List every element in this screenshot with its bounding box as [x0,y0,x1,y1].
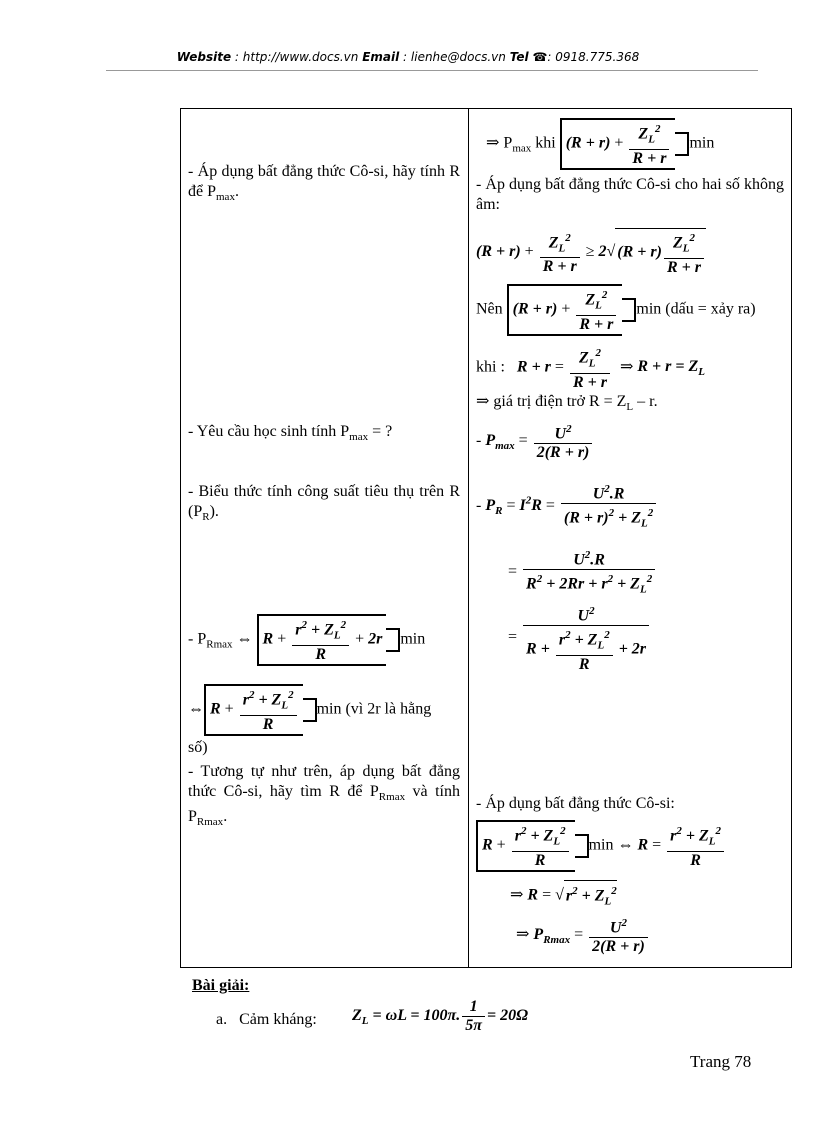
table-column-divider [468,108,469,968]
right-r12-formula: ⇒ R = √ $r^2 + Z_L^2$ [510,880,617,912]
right-r6: ⇒ giá trị điện trở $R = Z_L - r$. [476,393,658,414]
left-q1: - Áp dụng bất đẳng thức Cô-si, hãy tính R để $P_{max}$. [188,163,460,204]
tel-label: Tel [509,50,529,64]
right-r2: - Áp dụng bất đẳng thức Cô-si cho hai số không âm: [476,176,784,213]
left-q5-line2: số) [188,739,208,756]
website-value: : http://www.docs.vn [234,50,359,64]
right-r4: Nên (R + r) + $\frac{Z_L^2}{R + r}$ min (dấu = xảy ra) [476,284,756,336]
page-number: Trang 78 [690,1052,752,1071]
phone-icon: ☎ [532,50,548,64]
left-q3: - Biểu thức tính công suất tiêu thụ trên R $(P_R)$. [188,483,460,524]
solution-item-a: a. Cảm kháng: [216,1011,317,1028]
right-r5: khi : R + r = $\frac{Z_L^2}{R + r}$ ⇒ $R + r = Z_L$ [476,347,705,391]
header-rule [106,70,758,71]
solution-title: Bài giải: [192,977,250,994]
tel-value: : 0918.775.368 [547,50,640,64]
left-q5: ⇔ R + $\frac{r^2 + Z_L^2}{R}$ min (vì 2r là hằng [188,684,431,736]
left-q2: - Yêu cầu học sinh tính $P_{max}$ = ? [188,423,393,444]
website-label: Website [176,50,232,64]
left-q6: - Tương tự như trên, áp dụng bất đẳng thức Cô-si, hãy tìm R để $P_{Rmax}$ và tính $P_{Rmax}$. [188,763,460,829]
page-header [0,50,816,64]
right-r13-formula: ⇒ $P_{Rmax}$ = $\frac{U^2}{2(R + r)}$ [516,914,650,956]
right-r11-formula: R + $\frac{r^2 + Z_L^2}{R}$ min ⇔ R = $\frac{r^2 + Z_L^2}{R}$ [476,820,726,872]
right-r1: ⇒ $P_{max}$ khi (R + r) + $\frac{Z_L^2}{R + r}$ min [486,118,714,170]
solution-formula: $Z_L = \omega L = 100\pi$. $\frac{1}{5\pi}$ = 20Ω [352,998,529,1034]
right-r7-formula: - $P_{max}$ = $\frac{U^2}{2(R + r)}$ [476,420,594,462]
right-r9b-formula: = $U^2$ R + $\frac{r^2 + Z_L^2}{R}$ + 2r [508,602,651,674]
right-r9-formula: = $\frac{U^2.R}{R^2 + 2Rr + r^2 + Z_L^2}$ [508,546,657,599]
email-label: Email [362,50,400,64]
email-value: : lienhe@docs.vn [403,50,506,64]
right-r10: - Áp dụng bất đẳng thức Cô-si: [476,795,675,812]
right-r8-formula: - $P_R = I^2R$ = $\frac{U^2.R}{(R + r)^2 + Z_L^2}$ [476,480,658,533]
right-r3-formula: (R + r) + $\frac{Z_L^2}{R + r}$ ≥ 2√ (R + r) $\frac{Z_L^2}{R + r}$ [476,228,706,277]
left-q4: - $P_{Rmax}$ ⇔ R + $\frac{r^2 + Z_L^2}{R}$ + 2r min [188,614,425,666]
